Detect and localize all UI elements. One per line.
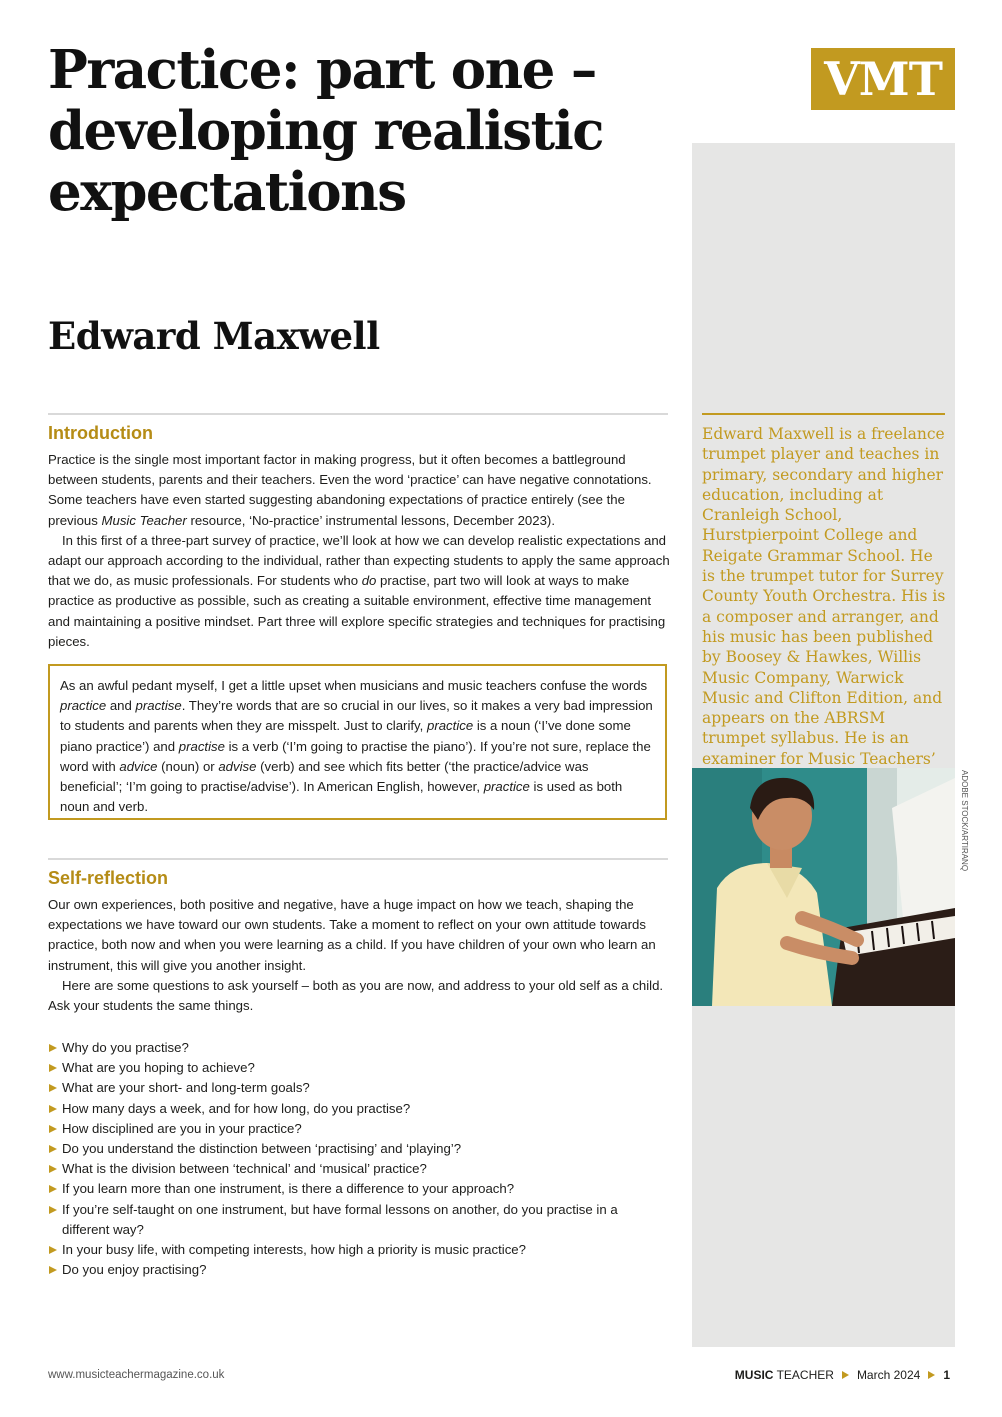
introduction-heading: Introduction [48, 423, 153, 443]
article-title: Practice: part one – developing realistic expectations [48, 39, 603, 223]
introduction-body [48, 450, 673, 652]
boy-playing-piano-photo [692, 768, 955, 1006]
introduction-paragraph-2: In this first of a three-part survey of practice, we’ll look at how we can develop realistic expectations and adapt our approach according to the individual, rather than expecting students to apply the same approach that we do, as music professionals. For students who do practise, part two will look at ways to make practice as productive as possible, such as creating a suitable environment, effective time management and maintaining a positive mindset. Part three will explore specific strategies and techniques for practising pieces. [48, 532, 670, 649]
article-author: Edward Maxwell [48, 314, 380, 358]
self-reflection-paragraph-2: Here are some questions to ask yourself – both as you are now, and address to your old self as a child. Ask your students the same things. [48, 977, 664, 1014]
footer-publication-info [735, 1368, 950, 1382]
list-item: Why do you practise? [48, 1038, 658, 1058]
photo-credit: ADOBE STOCK/ARTIRANQ [960, 770, 969, 872]
triangle-arrow-icon [842, 1371, 849, 1379]
list-item: If you’re self-taught on one instrument, but have formal lessons on another, do you practise in a different way? [48, 1200, 658, 1240]
self-reflection-paragraph-1: Our own experiences, both positive and negative, have a huge impact on how we teach, shaping the expectations we have toward our own students. Take a moment to reflect on your own attitude towards practice, both now and when you were learning as a child. If you have children of your own who learn an instrument, this will give you another insight. [48, 897, 656, 973]
author-bio: Edward Maxwell is a freelance trumpet player and teaches in primary, secondary and higher education, including at Cranleigh School, Hurstpierpoint College and Reigate Grammar School. He is the trumpet tutor for Surrey County Youth Orchestra. His is a composer and arranger, and his music has been published by Boosey & Hawkes, Willis Music Company, Warwick Music and Clifton Edition, and appears on the ABRSM trumpet syllabus. He is an examiner for Music Teachers’ [702, 425, 946, 768]
list-item: If you learn more than one instrument, is there a difference to your approach? [48, 1179, 658, 1199]
triangle-arrow-icon [928, 1371, 935, 1379]
self-reflection-body [48, 895, 673, 1016]
page-number: 1 [943, 1368, 950, 1382]
footer-date: March 2024 [856, 1368, 921, 1382]
vmt-logo: VMT [811, 48, 955, 110]
list-item: What are you hoping to achieve? [48, 1058, 658, 1078]
question-list [48, 1038, 658, 1280]
list-item: Do you enjoy practising? [48, 1260, 658, 1280]
self-reflection-heading: Self-reflection [48, 868, 169, 888]
list-item: Do you understand the distinction between ‘practising’ and ‘playing’? [48, 1139, 658, 1159]
bio-divider [702, 413, 945, 415]
section-divider [48, 858, 668, 860]
introduction-paragraph-1: Practice is the single most important factor in making progress, but it often becomes a battleground between students, parents and their teachers. Even the word ‘practice’ can have negative connotations. Some teachers have even started suggesting abandoning expectations of practice entirely (see the previous Music Teacher resource, ‘No-practice’ instrumental lessons, December 2023). [48, 452, 652, 528]
footer-brand: MUSIC TEACHER [734, 1368, 834, 1382]
list-item: What is the division between ‘technical’ and ‘musical’ practice? [48, 1159, 658, 1179]
list-item: In your busy life, with competing interests, how high a priority is music practice? [48, 1240, 658, 1260]
spelling-note-text: As an awful pedant myself, I get a little upset when musicians and music teachers confuse the words practice and practise. They’re words that are so crucial in our lives, so it makes a very bad impression to students and parents when they are misspelt. Just to clarify, practice is a noun (‘I’ve done some piano practice’) and practise is a verb (‘I’m going to practise the piano’). If you’re not sure, replace the word with advice (noun) or advise (verb) and see which fits better (‘the practice/advice was beneficial’; ‘I’m going to practise/advise’). In American English, however, practice is used as both noun and verb. [60, 678, 653, 815]
list-item: What are your short- and long-term goals? [48, 1078, 658, 1098]
list-item: How disciplined are you in your practice? [48, 1119, 658, 1139]
footer-website-link[interactable]: www.musicteachermagazine.co.uk [48, 1369, 225, 1381]
spelling-note-box [48, 664, 667, 820]
list-item: How many days a week, and for how long, do you practise? [48, 1099, 658, 1119]
section-divider [48, 413, 668, 415]
